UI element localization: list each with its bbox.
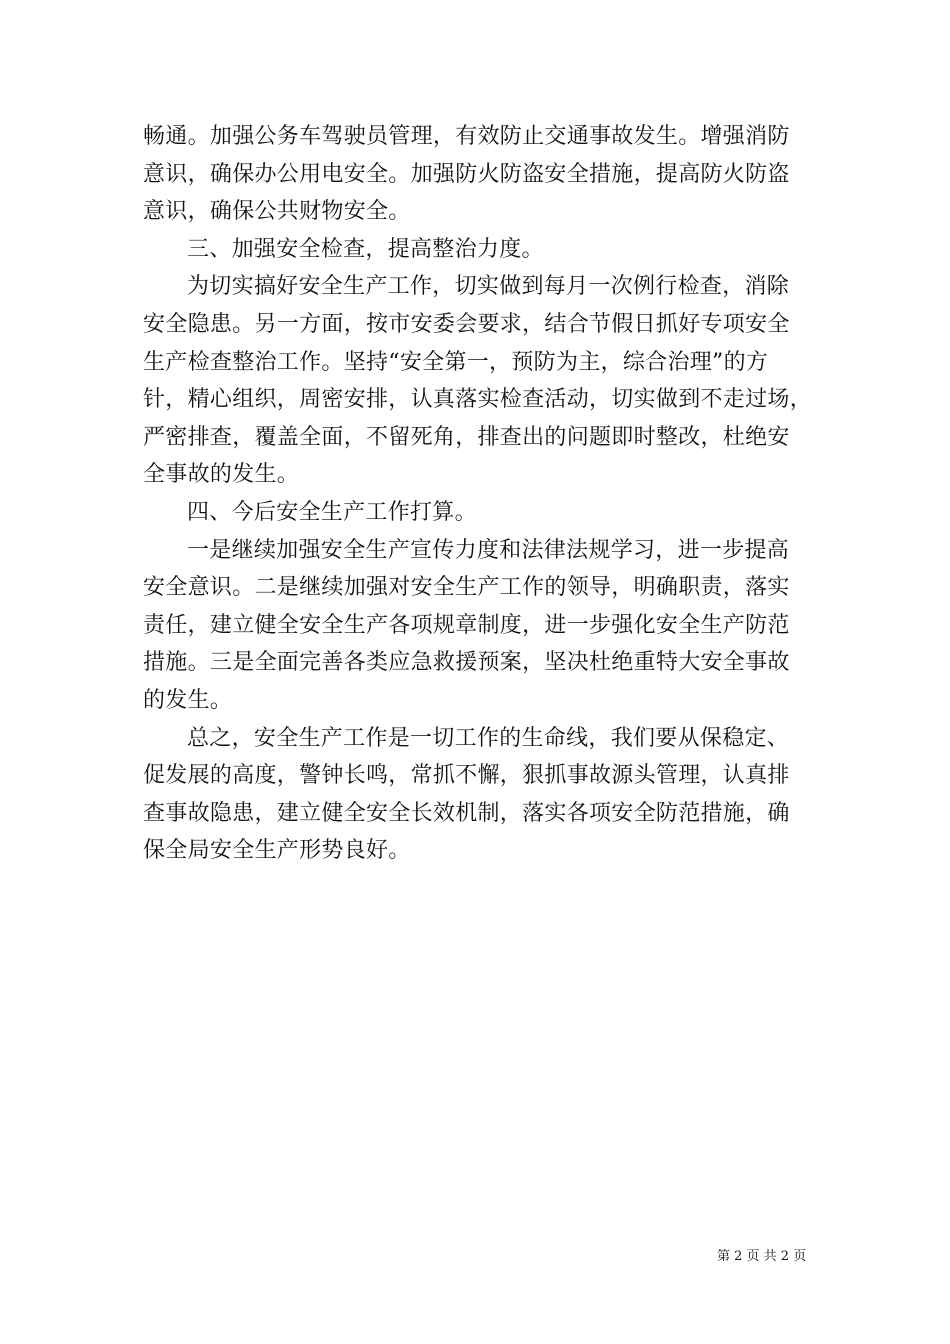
- text-line: 促发展的高度，警钟长鸣，常抓不懈，狠抓事故源头管理，认真排: [143, 763, 790, 789]
- text-line: 严密排查，覆盖全面，不留死角，排查出的问题即时整改，杜绝安: [143, 424, 790, 450]
- text-line: 针，精心组织，周密安排，认真落实检查活动，切实做到不走过场，: [143, 387, 813, 413]
- document-body: [143, 118, 828, 870]
- text-line: 全事故的发生。: [143, 462, 300, 488]
- text-line: 意识，确保办公用电安全。加强防火防盗安全措施，提高防火防盗: [143, 161, 790, 187]
- text-line: 责任，建立健全安全生产各项规章制度，进一步强化安全生产防范: [143, 612, 790, 638]
- text-line: 安全意识。二是继续加强对安全生产工作的领导，明确职责，落实: [143, 575, 790, 601]
- section-heading-four: 四、今后安全生产工作打算。: [187, 499, 477, 525]
- text-line: 一是继续加强安全生产宣传力度和法律法规学习，进一步提高: [187, 537, 790, 563]
- section-heading-three: 三、加强安全检查，提高整治力度。: [187, 236, 544, 262]
- text-line: 措施。三是全面完善各类应急救援预案，坚决杜绝重特大安全事故: [143, 650, 790, 676]
- text-line: 意识，确保公共财物安全。: [143, 199, 411, 225]
- text-line: 为切实搞好安全生产工作，切实做到每月一次例行检查，消除: [187, 274, 790, 300]
- page-number: 第 2 页 共 2 页: [717, 1249, 807, 1264]
- text-line: 的发生。: [143, 687, 233, 713]
- conclusion-paragraph-start: 总之，安全生产工作是一切工作的生命线，我们要从保稳定、: [187, 725, 790, 751]
- text-line: 畅通。加强公务车驾驶员管理，有效防止交通事故发生。增强消防: [143, 124, 790, 149]
- text-line: 查事故隐患，建立健全安全长效机制，落实各项安全防范措施，确: [143, 800, 790, 826]
- text-line: 安全隐患。另一方面，按市安委会要求，结合节假日抓好专项安全: [143, 311, 790, 337]
- text-line: 生产检查整治工作。坚持“安全第一，预防为主，综合治理”的方: [143, 349, 769, 375]
- text-line: 保全局安全生产形势良好。: [143, 838, 411, 864]
